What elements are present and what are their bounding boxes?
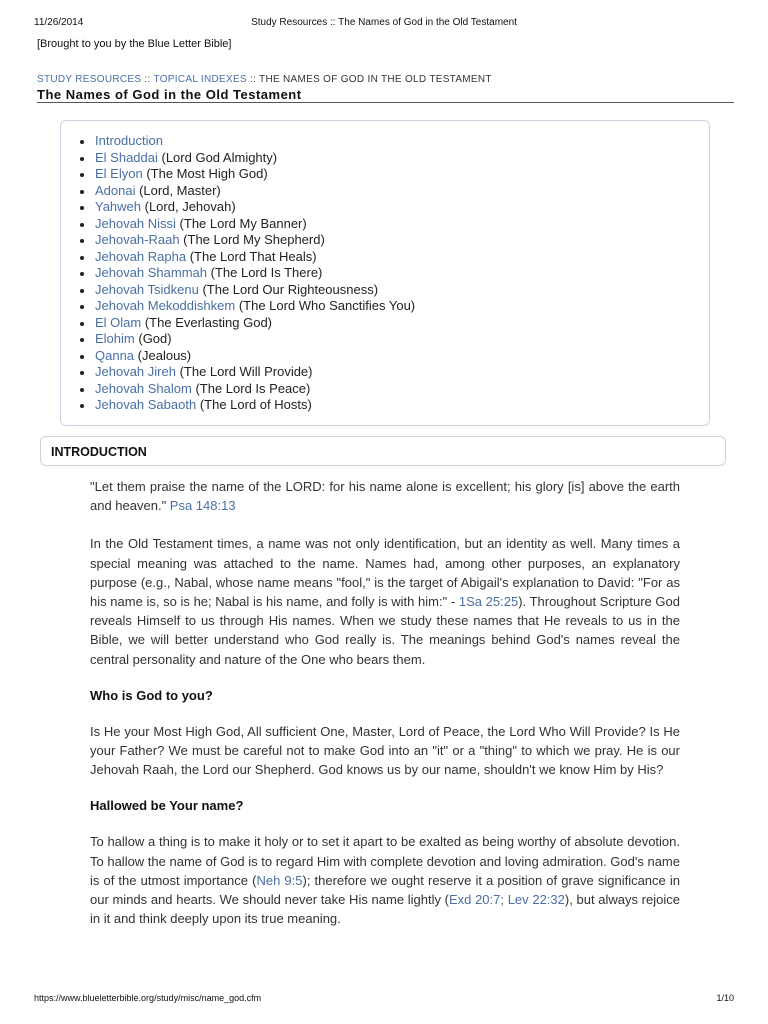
toc-link-jehovah-tsidkenu[interactable]: Jehovah Tsidkenu <box>95 281 199 297</box>
toc-item <box>79 331 415 348</box>
toc-link-jehovah-mekoddishkem[interactable]: Jehovah Mekoddishkem <box>95 298 236 313</box>
toc-description: (Jealous) <box>134 347 192 363</box>
toc-description: (Lord God Almighty) <box>157 149 278 165</box>
subheading-who-is-god: Who is God to you? <box>90 687 213 703</box>
verse-link-exd-20-7[interactable]: Exd 20:7 <box>448 892 501 908</box>
toc-description: (The Lord Who Sanctifies You) <box>235 298 416 313</box>
toc-description: (Lord, Jehovah) <box>141 199 236 214</box>
paragraph-text: ). Throughout Scripture God reveals Himself to us through His names. When we study these names that He reveals to us in the Bible, we will better understand who God really is. The meanings behind God's names reveal the central personality and nature of the One who bears them. <box>90 594 680 667</box>
verse-link-1sa-25-25[interactable]: 1Sa 25:25 <box>458 594 519 610</box>
toc-description: (The Lord My Banner) <box>175 215 307 231</box>
table-of-contents <box>60 120 710 426</box>
print-date: 11/26/2014 <box>34 17 84 28</box>
introduction-content <box>90 477 680 928</box>
toc-link-adonai[interactable]: Adonai <box>95 182 136 198</box>
toc-description: (The Lord Will Provide) <box>175 364 313 379</box>
toc-item <box>79 150 415 167</box>
toc-list <box>79 133 415 414</box>
toc-link-yahweh[interactable]: Yahweh <box>95 199 142 214</box>
print-header <box>34 17 734 31</box>
toc-link-jehovah-sabaoth[interactable]: Jehovah Sabaoth <box>95 397 197 412</box>
quote-text: "Let them praise the name of the LORD: for his name alone is excellent; his glory [is] above the earth and heaven." <box>90 479 680 514</box>
toc-link-el-shaddai[interactable]: El Shaddai <box>95 149 158 165</box>
toc-item <box>79 282 415 299</box>
toc-item <box>79 381 415 398</box>
toc-link-jehovah-nissi[interactable]: Jehovah Nissi <box>95 215 176 231</box>
toc-description: (The Lord That Heals) <box>186 248 317 264</box>
verse-link-neh-9-5[interactable]: Neh 9:5 <box>256 872 303 888</box>
toc-link-qanna[interactable]: Qanna <box>95 347 135 363</box>
toc-link-el-elyon[interactable]: El Elyon <box>95 166 143 181</box>
toc-description: (The Lord of Hosts) <box>196 397 312 412</box>
toc-item <box>79 397 415 414</box>
toc-description: (God) <box>134 331 172 346</box>
section-heading: INTRODUCTION <box>51 445 147 459</box>
verse-link-lev-22-32[interactable]: Lev 22:32 <box>507 892 565 908</box>
toc-description: (The Lord Is Peace) <box>191 380 311 396</box>
scripture-quote <box>90 477 680 515</box>
toc-item <box>79 249 415 266</box>
toc-item <box>79 183 415 200</box>
toc-description: (The Lord Is There) <box>207 265 323 280</box>
print-footer <box>34 993 734 1007</box>
toc-link-jehovah-rapha[interactable]: Jehovah Rapha <box>95 248 187 264</box>
toc-link-jehovah-raah[interactable]: Jehovah-Raah <box>95 232 180 247</box>
toc-item <box>79 199 415 216</box>
breadcrumb <box>37 74 492 85</box>
toc-link-el-olam[interactable]: El Olam <box>95 314 142 330</box>
toc-link-introduction[interactable]: Introduction <box>95 133 163 148</box>
verse-link-psa-148-13[interactable]: Psa 148:13 <box>169 498 236 514</box>
toc-link-elohim[interactable]: Elohim <box>95 331 135 346</box>
toc-item <box>79 265 415 282</box>
verse-separator: ; <box>500 892 508 908</box>
toc-link-jehovah-jireh[interactable]: Jehovah Jireh <box>95 364 176 379</box>
print-url: https://www.blueletterbible.org/study/misc/name_god.cfm <box>34 993 262 1003</box>
title-divider <box>37 102 734 103</box>
introduction-section-header <box>40 436 726 466</box>
toc-link-jehovah-shammah[interactable]: Jehovah Shammah <box>95 265 208 280</box>
page-number: 1/10 <box>716 993 734 1003</box>
breadcrumb-separator: :: <box>141 74 154 85</box>
page-title: The Names of God in the Old Testament <box>37 87 302 102</box>
paragraph-text: In the Old Testament times, a name was not only identification, but an identity as well. Many times a special meaning was attached to the name. Names had, among other purposes, an explanatory purpose (e.g., Nabal, whose name means "fool," is the target of Abigail's explanation to David: "For as his name is, so is he; Nabal is his name, and folly is with him:" - <box>90 536 680 610</box>
toc-item <box>79 232 415 249</box>
toc-description: (The Lord Our Righteousness) <box>198 281 379 297</box>
toc-item <box>79 298 415 315</box>
paragraph-text: ), but always rejoice in it and think deeply upon its true meaning. <box>90 892 680 927</box>
paragraph-text: ); therefore we ought reserve it a position of grave significance in our minds and hearts. We should never take His name lightly ( <box>90 872 680 908</box>
subheading-hallowed: Hallowed be Your name? <box>90 798 244 814</box>
who-paragraph: Is He your Most High God, All sufficient One, Master, Lord of Peace, the Lord Who Will Provide? Is He your Father? We must be careful not to make God into an "it" or a "thing" to which we pray. He is our Jehovah Raah, the Lord our Shepherd. God knows us by our name, shouldn't we know Him by His? <box>90 723 680 778</box>
toc-description: (Lord, Master) <box>135 182 221 198</box>
toc-item <box>79 364 415 381</box>
print-title: Study Resources :: The Names of God in the Old Testament <box>251 17 517 28</box>
toc-item <box>79 348 415 365</box>
toc-item <box>79 166 415 183</box>
hallowed-paragraph <box>90 832 680 928</box>
toc-item <box>79 133 415 150</box>
toc-item <box>79 315 415 332</box>
toc-description: (The Everlasting God) <box>141 314 273 330</box>
breadcrumb-topical-indexes[interactable]: TOPICAL INDEXES <box>153 74 247 85</box>
breadcrumb-current: THE NAMES OF GOD IN THE OLD TESTAMENT <box>259 74 492 85</box>
brought-to-you-note: [Brought to you by the Blue Letter Bible] <box>37 38 232 50</box>
breadcrumb-study-resources[interactable]: STUDY RESOURCES <box>37 74 142 85</box>
toc-item <box>79 216 415 233</box>
intro-paragraph <box>90 534 680 668</box>
toc-description: (The Most High God) <box>142 166 268 181</box>
breadcrumb-separator: :: <box>246 74 260 85</box>
toc-link-jehovah-shalom[interactable]: Jehovah Shalom <box>95 380 192 396</box>
toc-description: (The Lord My Shepherd) <box>179 232 325 247</box>
paragraph-text: To hallow a thing is to make it holy or to set it apart to be exalted as being worthy of absolute devotion. To hallow the name of God is to regard Him with complete devotion and loving admiration. God's name is of the utmost importance ( <box>90 834 680 888</box>
